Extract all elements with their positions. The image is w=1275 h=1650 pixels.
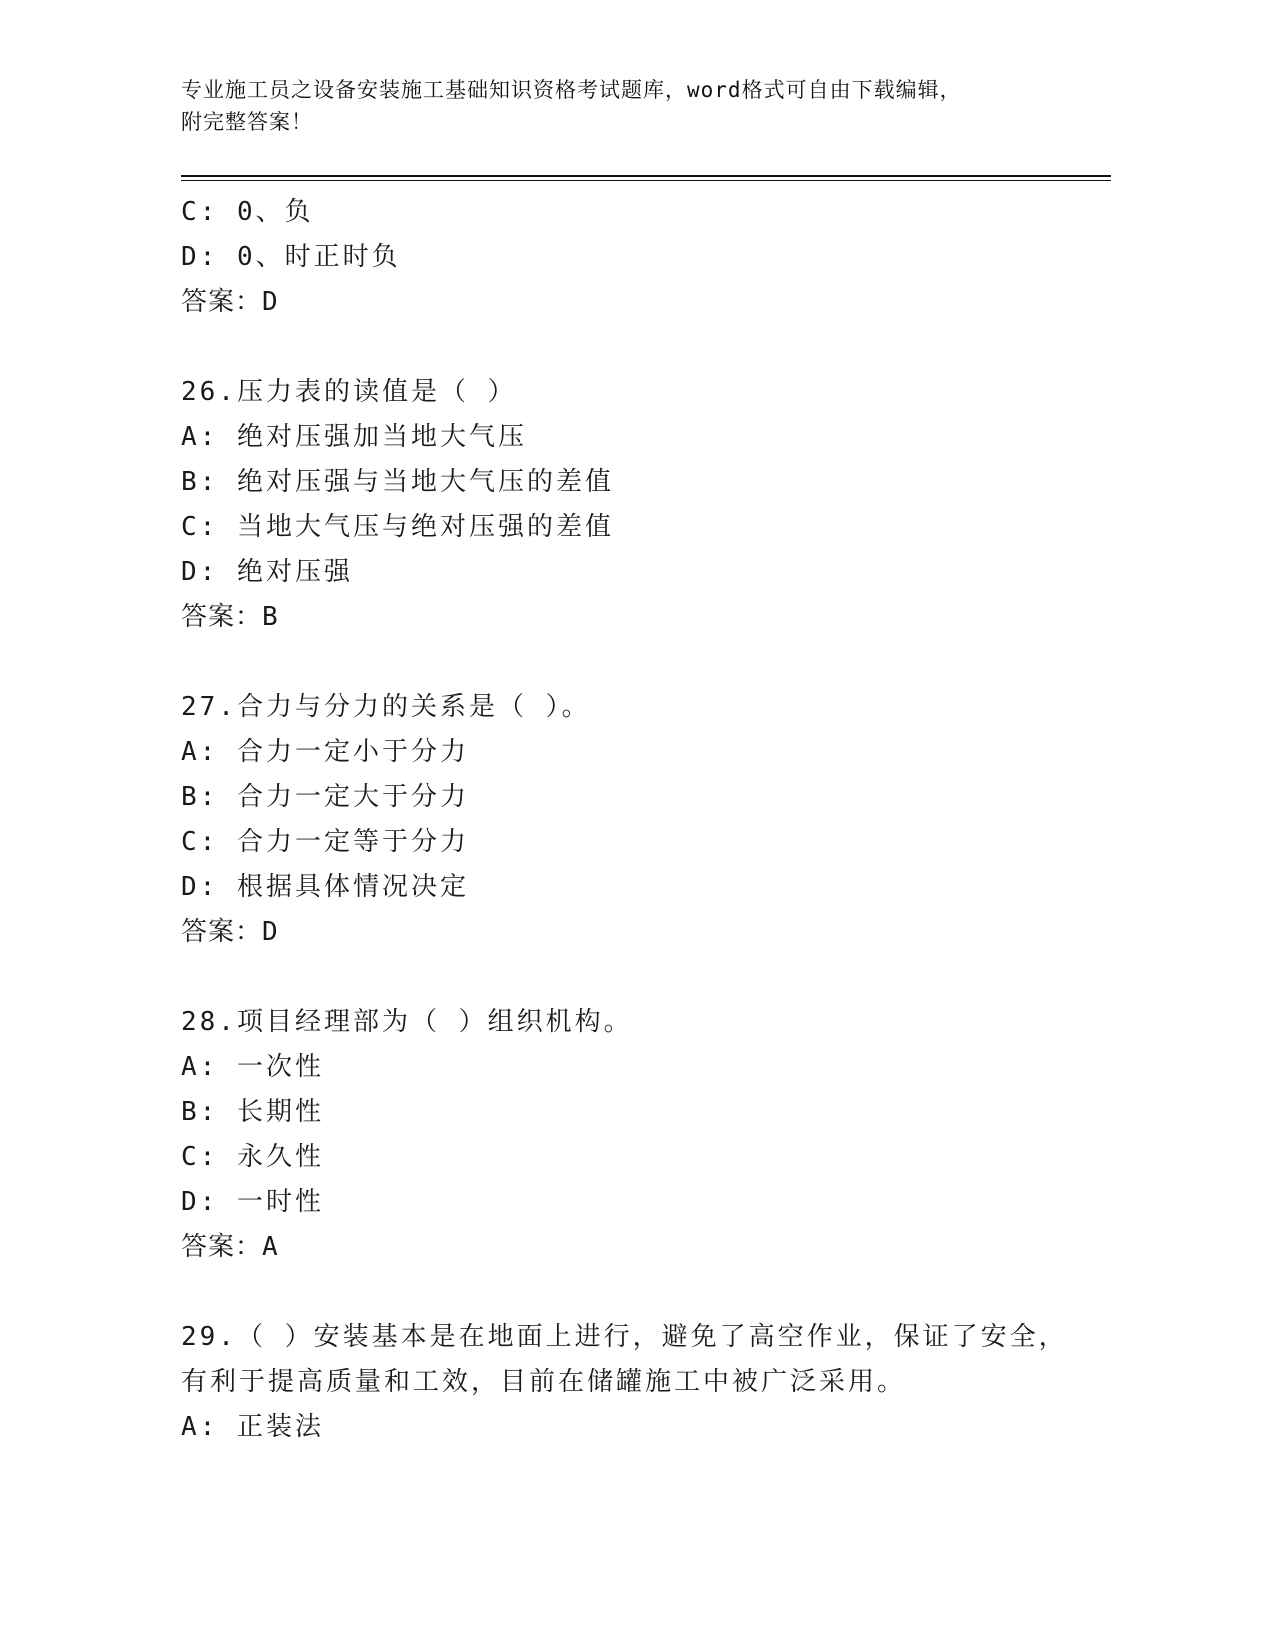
answer-value: B — [262, 602, 279, 632]
option-b: B: 合力一定大于分力 — [181, 782, 469, 812]
document-header — [181, 74, 1061, 138]
option-c: C: 当地大气压与绝对压强的差值 — [181, 512, 614, 542]
question-stem: 27.合力与分力的关系是（ ）。 — [181, 692, 591, 722]
answer-line — [181, 1225, 1081, 1270]
option-d: D: 一时性 — [181, 1187, 324, 1217]
question-stem: 26.压力表的读值是（ ） — [181, 377, 517, 407]
spacer — [181, 1270, 1081, 1315]
option-a: A: 绝对压强加当地大气压 — [181, 422, 527, 452]
option-b: B: 长期性 — [181, 1097, 324, 1127]
question-stem-line-2: 有利于提高质量和工效，目前在储罐施工中被广泛采用。 — [181, 1367, 907, 1397]
option-c: C: 0、负 — [181, 197, 314, 227]
option-d: D: 根据具体情况决定 — [181, 872, 469, 902]
answer-line — [181, 280, 1081, 325]
question-list — [181, 190, 1081, 1450]
spacer — [181, 325, 1081, 370]
question-29 — [181, 1315, 1081, 1450]
option-d: D: 0、时正时负 — [181, 242, 401, 272]
answer-label: 答案： — [181, 287, 263, 317]
question-stem-line-1: 29.（ ）安装基本是在地面上进行，避免了高空作业，保证了安全， — [181, 1322, 1068, 1352]
question-25-tail — [181, 190, 1081, 325]
header-rule-thin — [181, 180, 1111, 181]
spacer — [181, 640, 1081, 685]
answer-label: 答案： — [181, 917, 263, 947]
header-line-2: 附完整答案！ — [181, 110, 313, 134]
option-a: A: 一次性 — [181, 1052, 324, 1082]
answer-line — [181, 910, 1081, 955]
option-b: B: 绝对压强与当地大气压的差值 — [181, 467, 614, 497]
answer-value: D — [262, 287, 279, 317]
question-27 — [181, 685, 1081, 955]
question-stem: 28.项目经理部为（ ）组织机构。 — [181, 1007, 633, 1037]
option-c: C: 永久性 — [181, 1142, 324, 1172]
answer-value: D — [262, 917, 279, 947]
option-c: C: 合力一定等于分力 — [181, 827, 469, 857]
question-28 — [181, 1000, 1081, 1270]
header-rule-thick — [181, 175, 1111, 177]
option-a: A: 正装法 — [181, 1412, 324, 1442]
header-line-1: 专业施工员之设备安装施工基础知识资格考试题库，word格式可自由下载编辑， — [181, 78, 962, 102]
answer-label: 答案： — [181, 602, 263, 632]
question-26 — [181, 370, 1081, 640]
answer-line — [181, 595, 1081, 640]
option-a: A: 合力一定小于分力 — [181, 737, 469, 767]
option-d: D: 绝对压强 — [181, 557, 353, 587]
answer-value: A — [262, 1232, 279, 1262]
answer-label: 答案： — [181, 1232, 263, 1262]
spacer — [181, 955, 1081, 1000]
